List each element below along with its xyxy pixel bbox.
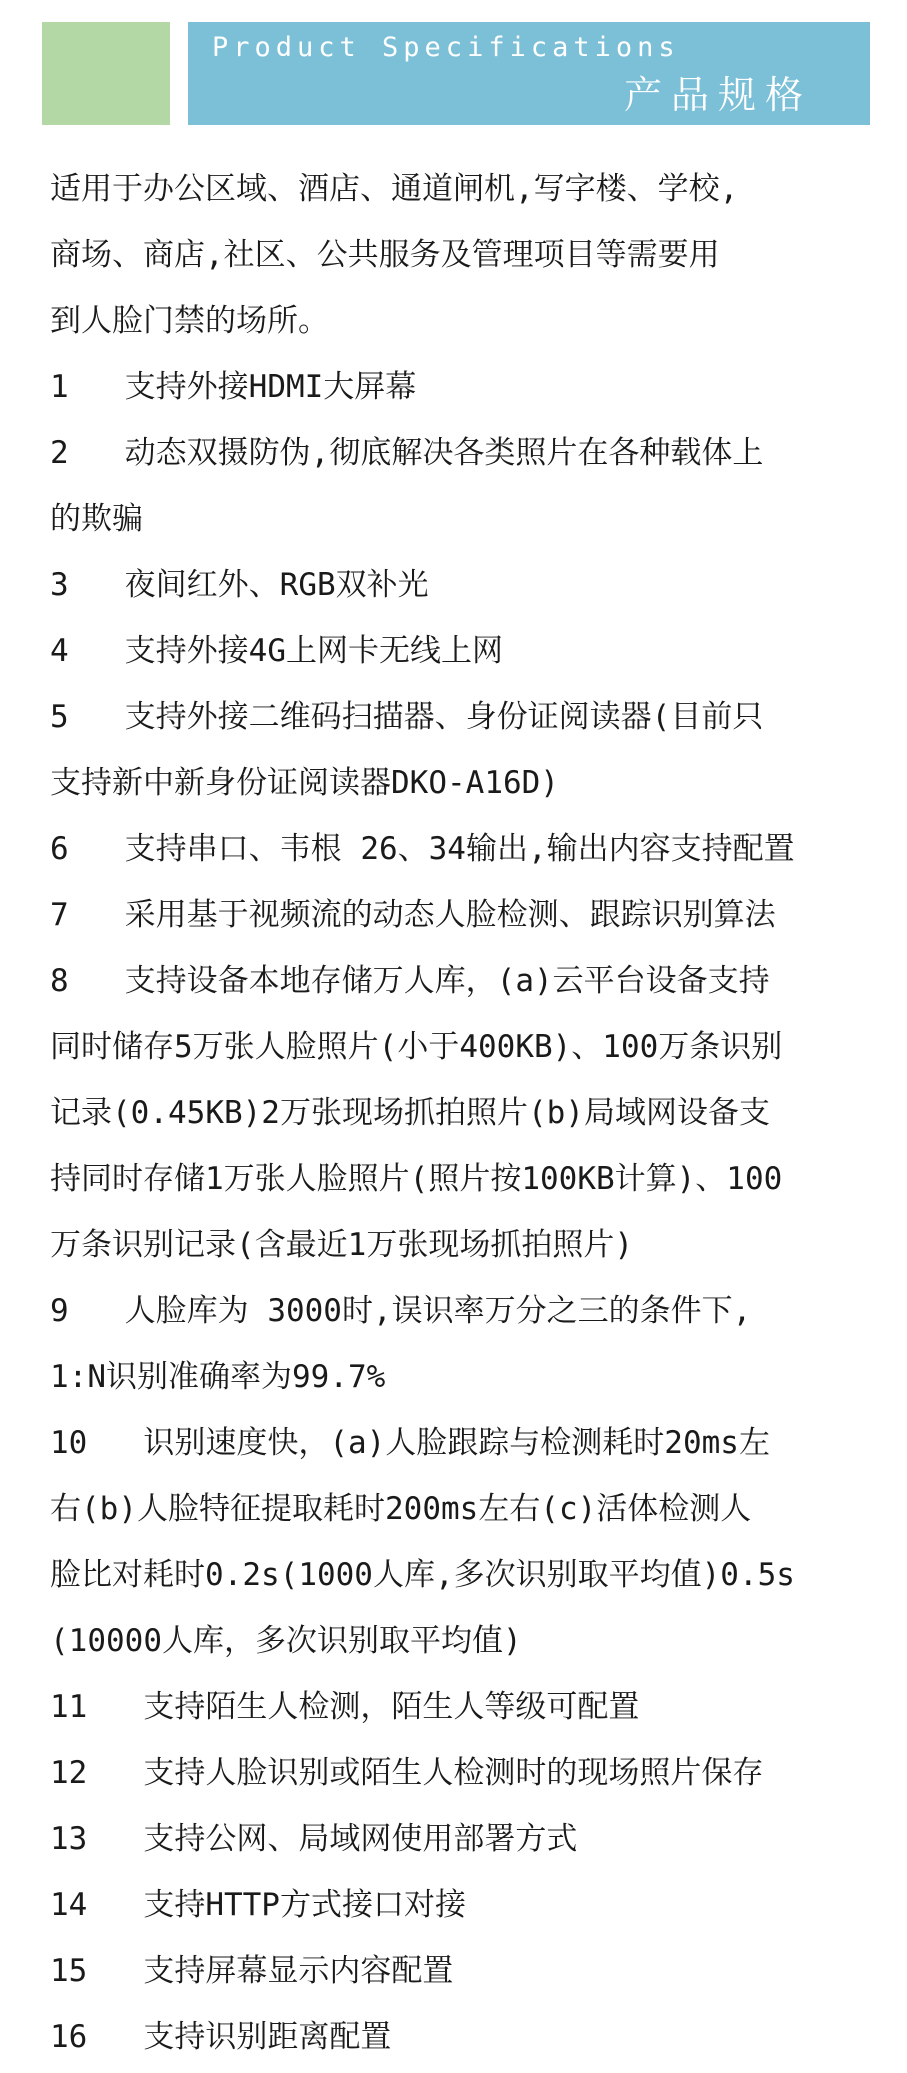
spec-line: 持同时存储1万张人脸照片(照片按100KB计算)、100 [50,1161,783,1197]
spec-line: 10 识别速度快，(a)人脸跟踪与检测耗时20ms左 [50,1425,770,1461]
spec-line: 12 支持人脸识别或陌生人检测时的现场照片保存 [50,1755,764,1791]
spec-line: 1 支持外接HDMI大屏幕 [50,369,417,405]
spec-line: 脸比对耗时0.2s(1000人库,多次识别取平均值)0.5s [50,1557,795,1593]
title-chinese: 产品规格 [623,73,812,117]
spec-line: 适用于办公区域、酒店、通道闸机,写字楼、学校, [50,171,739,207]
spec-line: 9 人脸库为 3000时,误识率万分之三的条件下, [50,1293,752,1329]
spec-line: 14 支持HTTP方式接口对接 [50,1887,466,1923]
spec-line: 11 支持陌生人检测，陌生人等级可配置 [50,1689,640,1725]
spec-line: 万条识别记录(含最近1万张现场抓拍照片) [50,1227,633,1263]
spec-line: 7 采用基于视频流的动态人脸检测、跟踪识别算法 [50,897,776,933]
spec-line: 16 支持识别距离配置 [50,2019,392,2055]
spec-line: 5 支持外接二维码扫描器、身份证阅读器(目前只 [50,699,764,735]
spec-line: 记录(0.45KB)2万张现场抓拍照片(b)局域网设备支 [50,1095,770,1131]
spec-line: 同时储存5万张人脸照片(小于400KB)、100万条识别 [50,1029,783,1065]
spec-line: 1:N识别准确率为99.7% [50,1359,386,1395]
spec-line: 商场、商店,社区、公共服务及管理项目等需要用 [50,237,720,273]
spec-line: (10000人库，多次识别取平均值) [50,1623,522,1659]
spec-line: 的欺骗 [50,501,143,537]
header-green-block [42,22,170,125]
spec-line: 右(b)人脸特征提取耗时200ms左右(c)活体检测人 [50,1491,752,1527]
title-english: Product Specifications [212,32,680,63]
spec-line: 6 支持串口、韦根 26、34输出,输出内容支持配置 [50,831,795,867]
spec-line: 15 支持屏幕显示内容配置 [50,1953,454,1989]
spec-line: 到人脸门禁的场所。 [50,303,329,339]
spec-line: 13 支持公网、局域网使用部署方式 [50,1821,578,1857]
spec-line: 2 动态双摄防伪,彻底解决各类照片在各种载体上 [50,435,764,471]
page-header [0,0,907,140]
spec-line: 4 支持外接4G上网卡无线上网 [50,633,503,669]
header-blue-banner [188,22,870,125]
spec-line: 3 夜间红外、RGB双补光 [50,567,429,603]
spec-line: 8 支持设备本地存储万人库，(a)云平台设备支持 [50,963,770,999]
spec-line: 支持新中新身份证阅读器DKO-A16D) [50,765,559,801]
specifications-text [50,156,880,2070]
